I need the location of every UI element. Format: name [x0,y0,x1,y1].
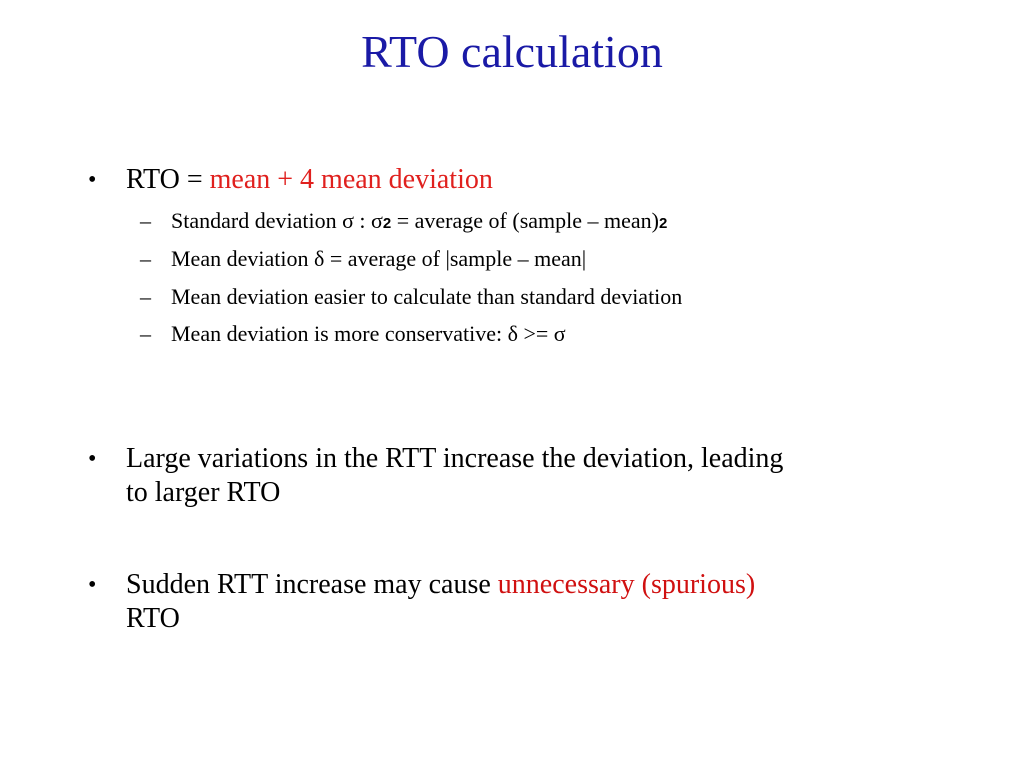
std-dev-part1: Standard deviation σ : σ [171,208,383,233]
bullet-dot: • [88,167,97,193]
slide-title: RTO calculation [361,26,663,77]
sudden-prefix: Sudden RTT increase may cause [126,569,498,600]
subitem-dash: – [140,246,151,271]
subitem-mean-deviation [140,246,960,272]
bullet-rto-formula [88,163,958,197]
subitem-text: Mean deviation is more conservative: δ >= σ [171,321,566,346]
rto-formula-highlight: mean + 4 mean deviation [209,164,493,195]
bullet-text [126,442,958,510]
subitem-dash: – [140,208,151,233]
bullet-line-2: RTO [126,603,180,634]
std-dev-exponent-2: 2 [658,215,668,232]
subitem-easier-calc [140,284,960,310]
bullet-dot: • [88,446,97,472]
subitem-text [171,208,667,237]
rto-prefix: RTO = [126,164,210,195]
bullet-line-2: to larger RTO [126,477,281,508]
spurious-highlight: unnecessary (spurious) [497,569,756,600]
bullet-text [126,163,958,197]
std-dev-exponent-1: 2 [382,215,392,232]
subitem-dash: – [140,284,151,309]
bullet-text [126,568,958,636]
subitem-standard-deviation [140,208,960,237]
bullet-sudden-increase [88,568,958,636]
subitem-dash: – [140,321,151,346]
bullet-line-1: Large variations in the RTT increase the deviation, leading [126,443,784,474]
bullet-dot: • [88,572,97,598]
bullet-large-variations [88,442,958,510]
subitem-text: Mean deviation easier to calculate than standard deviation [171,284,683,309]
subitem-conservative [140,321,960,347]
std-dev-part2: = average of (sample – mean) [391,208,659,233]
subitem-text: Mean deviation δ = average of |sample – mean| [171,246,587,271]
